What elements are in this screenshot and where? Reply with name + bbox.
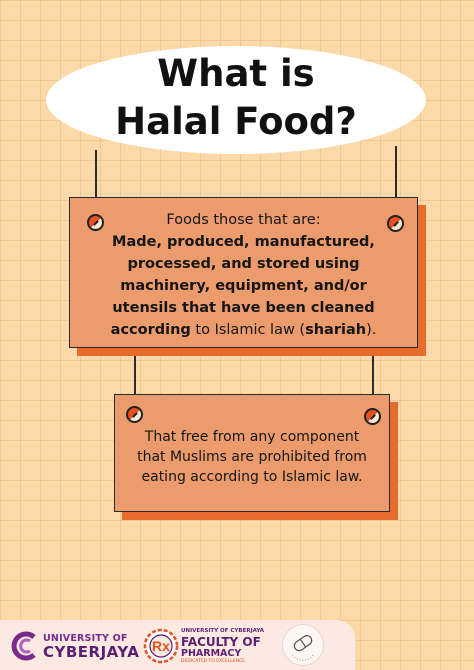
condition-line-1: That free from any component: [144, 429, 360, 445]
university-of-cyberjaya-logo: [10, 629, 140, 663]
faculty-of-pharmacy-logo: [143, 626, 263, 666]
ring-icon: [87, 214, 104, 231]
condition-line-2: that Muslims are prohibited from: [137, 449, 367, 465]
islamic-law-text: to Islamic law (: [190, 322, 306, 338]
definition-line-2: processed, and stored using: [127, 256, 360, 272]
rx-emblem-icon: [143, 628, 179, 664]
pharmacy-society-logo: [282, 624, 324, 666]
ring-icon: [364, 408, 381, 425]
fp-logo-line-4: DEDICATED TO EXCELLENCE: [181, 659, 245, 664]
title-line-2: Halal Food?: [115, 100, 357, 143]
fp-logo-line-3: PHARMACY: [181, 648, 242, 659]
according-word: according: [110, 322, 191, 338]
closing-text: ).: [366, 322, 377, 338]
page-title: [46, 50, 426, 146]
ring-icon: [387, 215, 404, 232]
condition-line-3: eating according to Islamic law.: [141, 469, 363, 485]
definition-line-4: utensils that have been cleaned: [112, 300, 375, 316]
definition-line-5: [80, 319, 407, 341]
uc-logo-line-1: UNIVERSITY OF: [43, 633, 128, 644]
fp-logo-line-2: FACULTY OF: [181, 635, 261, 649]
uc-logo-line-2: CYBERJAYA: [43, 643, 140, 661]
definition-intro: Foods those that are:: [166, 212, 321, 228]
definition-line-1: Made, produced, manufactured,: [112, 234, 375, 250]
pill-icon: [283, 625, 323, 665]
svg-text:Rx: Rx: [152, 638, 170, 654]
cyberjaya-mark-icon: [10, 631, 40, 661]
definition-line-3: machinery, equipment, and/or: [120, 278, 367, 294]
condition-box: [114, 394, 390, 512]
fp-logo-line-1: UNIVERSITY OF CYBERJAYA: [181, 628, 265, 634]
shariah-term: shariah: [305, 322, 367, 338]
title-line-1: What is: [157, 52, 315, 95]
ring-icon: [126, 406, 143, 423]
definition-box: [69, 197, 418, 348]
